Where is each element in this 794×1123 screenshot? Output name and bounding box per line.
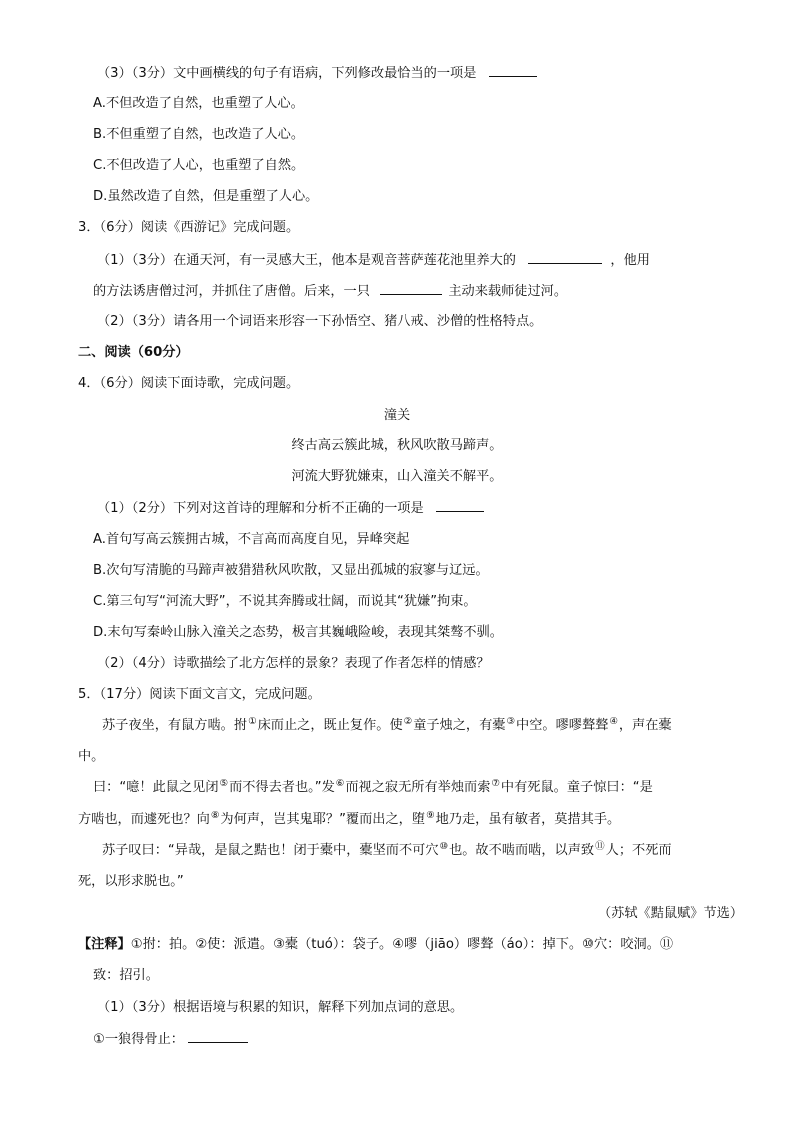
passage-text: 人；不死而	[605, 843, 672, 858]
option-c: C.不但改造了人心，也重塑了自然。	[93, 158, 305, 173]
option-b: B.不但重塑了自然，也改造了人心。	[93, 127, 305, 142]
passage-line: 死，以形求脱也。”	[78, 874, 184, 889]
footnote-marker: ②	[403, 716, 413, 727]
annotation-label: 【注释】	[78, 937, 131, 952]
passage-text: 中有死鼠。童子惊曰：“是	[500, 780, 653, 795]
passage-text: 中空。嘐嘐聱聱	[516, 718, 609, 733]
answer-blank[interactable]	[489, 64, 537, 77]
answer-blank[interactable]	[380, 282, 442, 295]
question-2-3-stem: （3）（3分）文中画横线的句子有语病，下列修改最恰当的一项是	[97, 64, 537, 83]
question-4-title: 4．（6分）阅读下面诗歌，完成问题。	[78, 376, 300, 391]
passage-text: 童子烛之，有橐	[413, 718, 506, 733]
passage-text: 苏子叹曰：“异哉，是鼠之黠也！闭于橐中，橐坚而不可穴	[102, 843, 439, 858]
passage-line	[78, 811, 620, 830]
footnote-marker: ④	[609, 716, 618, 727]
question-3-1-line2: 的方法诱唐僧过河，并抓住了唐僧。后来，一只 主动来载师徒过河。	[93, 284, 568, 299]
section-heading: 二、阅读（60分）	[78, 345, 189, 360]
option-c: C.第三句写“河流大野”，不说其奔腾或壮阔，而说其“犹嫌”拘束。	[93, 594, 477, 609]
poem-line-1: 终古高云簇此城，秋风吹散马蹄声。	[291, 438, 503, 453]
poem-line-2: 河流大野犹嫌束，山入潼关不解平。	[291, 469, 503, 484]
question-5-title: 5．（17分）阅读下面文言文，完成问题。	[78, 687, 321, 702]
passage-text: 曰：“噫！此鼠之见闭	[93, 780, 219, 795]
question-3-2: （2）（3分）请各用一个词语来形容一下孙悟空、猪八戒、沙僧的性格特点。	[97, 314, 543, 329]
passage-text: 方啮也，而遽死也？向	[78, 812, 210, 827]
question-3-1-line1: （1）（3分）在通天河，有一灵感大王，他本是观音菩萨莲花池里养大的 ，他用	[97, 253, 650, 268]
question-5-1: （1）（3分）根据语境与积累的知识，解释下列加点词的意思。	[97, 1000, 464, 1015]
footnote-marker: ⑤	[219, 778, 229, 789]
footnote-marker: ⑥	[335, 778, 345, 789]
passage-text: 而不得去者也。”发	[229, 780, 335, 795]
passage-line	[102, 842, 672, 861]
answer-blank[interactable]	[528, 251, 602, 264]
question-3-title: 3．（6分）阅读《西游记》完成问题。	[78, 220, 300, 235]
passage-line: 中。	[78, 749, 105, 764]
footnote-marker: ⑧	[210, 810, 220, 821]
option-d: D.虽然改造了自然，但是重塑了人心。	[93, 189, 319, 204]
passage-text: 地乃走，虽有敏者，莫措其手。	[435, 812, 621, 827]
question-5-1-item: ①一狼得骨止：	[93, 1030, 248, 1049]
question-4-2: （2）（4分）诗歌描绘了北方怎样的景象？表现了作者怎样的情感？	[97, 656, 490, 671]
passage-source: （苏轼《黠鼠赋》节选）	[598, 906, 744, 921]
passage-text: 也。故不啮而啮，以声致	[449, 843, 595, 858]
footnote-marker: ⑨	[426, 810, 435, 821]
passage-text: 床而止之，既止复作。使	[257, 718, 403, 733]
footnote-marker: ①	[248, 716, 257, 727]
passage-text: 而视之寂无所有举烛而索	[345, 780, 491, 795]
footnote-marker: ③	[506, 716, 516, 727]
passage-text: 苏子夜坐，有鼠方啮。拊	[102, 718, 248, 733]
option-d: D.末句写秦岭山脉入潼关之态势，极言其巍峨险峻，表现其桀骜不驯。	[93, 625, 503, 640]
passage-line	[93, 779, 653, 798]
footnote-marker: ⑩	[439, 841, 449, 852]
footnote-marker: ⑪	[595, 841, 605, 852]
footnote-marker: ⑦	[491, 778, 500, 789]
annotation-note: 【注释】①拊：拍。②使：派遣。③橐（tuó）：袋子。④嘐（jiāo）嘐聱（áo）：掉下。⑩穴：咬洞。⑪	[78, 937, 674, 952]
question-4-1-stem: （1）（2分）下列对这首诗的理解和分析不正确的一项是	[97, 499, 484, 518]
passage-text: 为何声，岂其鬼耶？”覆而出之，堕	[220, 812, 426, 827]
option-b: B.次句写清脆的马蹄声被猎猎秋风吹散，又显出孤城的寂寥与辽远。	[93, 563, 489, 578]
answer-blank[interactable]	[436, 499, 484, 512]
passage-line	[102, 717, 672, 736]
passage-text: ，声在橐	[618, 718, 672, 733]
answer-blank[interactable]	[188, 1030, 248, 1043]
poem-title: 潼关	[383, 408, 411, 423]
annotation-note-cont: 致：招引。	[93, 968, 159, 983]
option-a: A.不但改造了自然，也重塑了人心。	[93, 96, 304, 111]
option-a: A.首句写高云簇拥古城，不言高而高度自见，异峰突起	[93, 532, 410, 547]
